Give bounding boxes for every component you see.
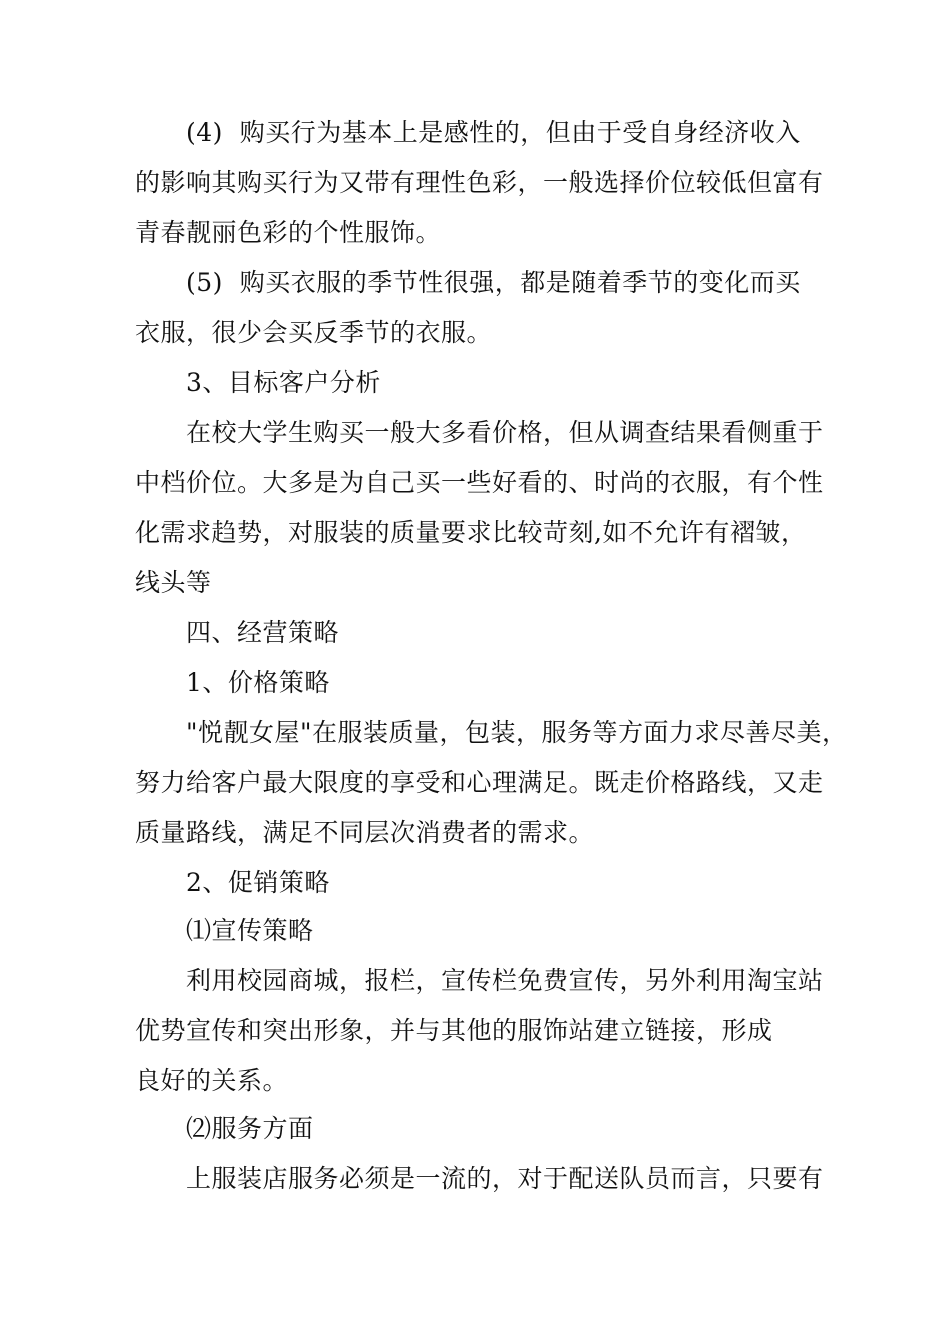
paragraph-5-line-2: 衣服，很少会买反季节的衣服。 xyxy=(135,318,493,347)
price-paragraph-line-2: 努力给客户最大限度的享受和心理满足。既走价格路线，又走 xyxy=(135,768,824,797)
paragraph-4-line-3: 青春靓丽色彩的个性服饰。 xyxy=(135,218,442,247)
heading-service-aspect: ⑵服务方面 xyxy=(186,1114,314,1143)
heading-promotion-strategy: 2、促销策略 xyxy=(186,868,330,897)
customer-paragraph-line-3: 化需求趋势，对服装的质量要求比较苛刻,如不允许有褶皱， xyxy=(135,518,807,547)
paragraph-5-line-1: (5) 购买衣服的季节性很强，都是随着季节的变化而买 xyxy=(186,268,801,297)
customer-paragraph-line-4: 线头等 xyxy=(135,568,212,597)
publicity-paragraph-line-2: 优势宣传和突出形象，并与其他的服饰站建立链接，形成 xyxy=(135,1016,773,1045)
heading-price-strategy: 1、价格策略 xyxy=(186,668,330,697)
heading-business-strategy: 四、经营策略 xyxy=(186,618,340,647)
customer-paragraph-line-1: 在校大学生购买一般大多看价格，但从调查结果看侧重于 xyxy=(186,418,824,447)
heading-target-customer-analysis: 3、目标客户分析 xyxy=(186,368,381,397)
publicity-paragraph-line-3: 良好的关系。 xyxy=(135,1066,289,1095)
paragraph-4-line-2: 的影响其购买行为又带有理性色彩，一般选择价位较低但富有 xyxy=(135,168,824,197)
price-paragraph-line-3: 质量路线，满足不同层次消费者的需求。 xyxy=(135,818,595,847)
publicity-paragraph-line-1: 利用校园商城，报栏，宣传栏免费宣传，另外利用淘宝站 xyxy=(186,966,824,995)
service-paragraph-line-1: 上服装店服务必须是一流的，对于配送队员而言，只要有 xyxy=(186,1164,824,1193)
heading-publicity-strategy: ⑴宣传策略 xyxy=(186,916,314,945)
customer-paragraph-line-2: 中档价位。大多是为自己买一些好看的、时尚的衣服，有个性 xyxy=(135,468,824,497)
paragraph-4-line-1: (4) 购买行为基本上是感性的，但由于受自身经济收入 xyxy=(186,118,801,147)
price-paragraph-line-1: "悦靓女屋"在服装质量，包装，服务等方面力求尽善尽美， xyxy=(186,718,848,747)
